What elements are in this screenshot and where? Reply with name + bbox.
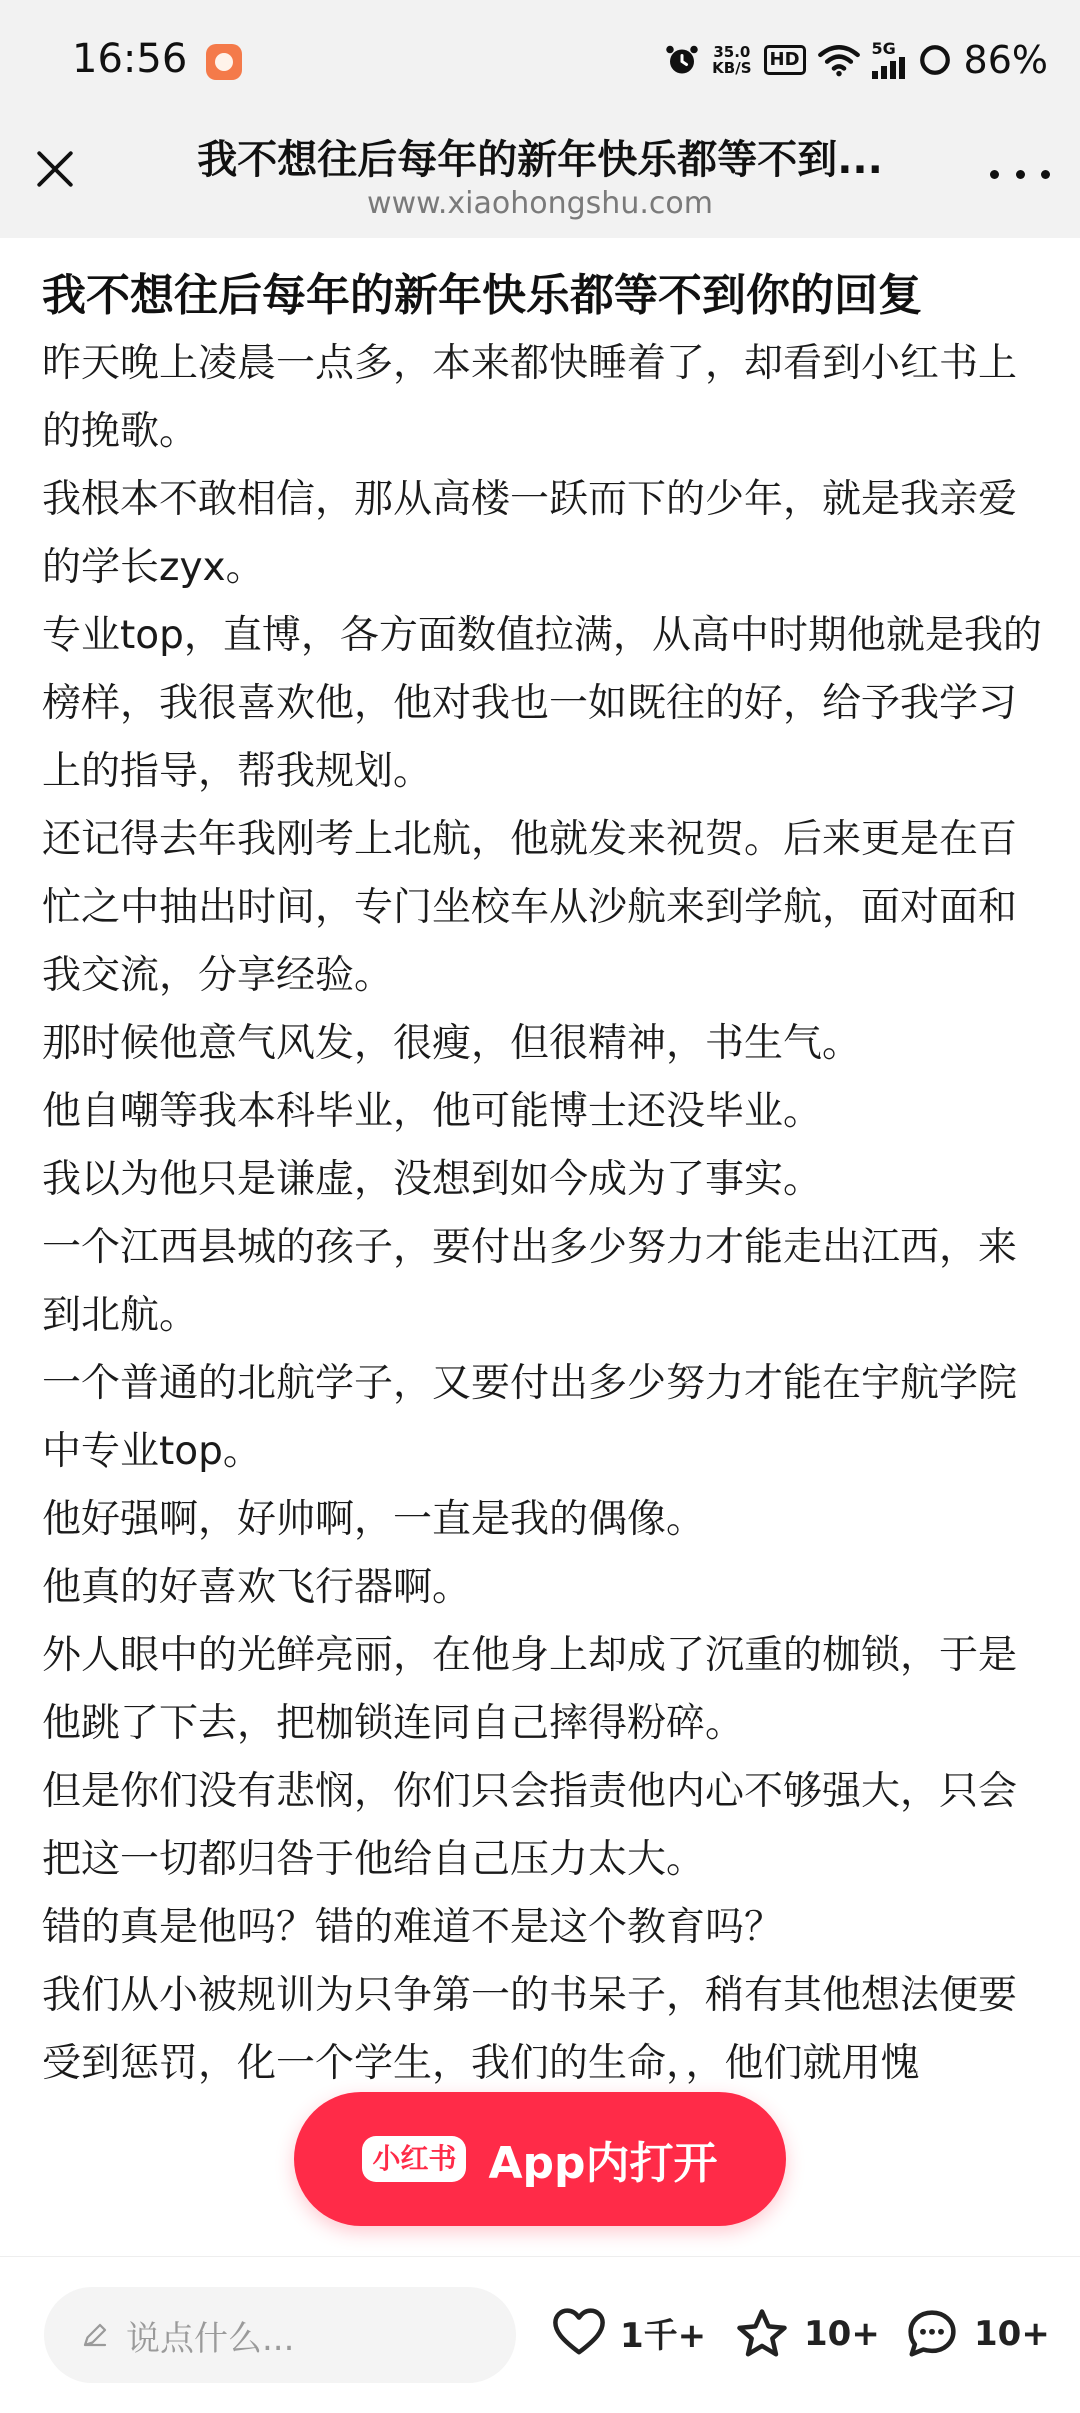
- status-time: 16:56: [72, 36, 188, 82]
- post-paragraph: 他真的好喜欢飞行器啊。: [42, 1565, 472, 1610]
- post-paragraph: 外人眼中的光鲜亮丽，在他身上却成了沉重的枷锁，于是他跳了下去，把枷锁连同自己摔得粉碎。: [42, 1633, 1018, 1746]
- favorite-button[interactable]: [734, 2307, 880, 2361]
- comment-input[interactable]: [44, 2287, 516, 2383]
- battery-level: 86%: [963, 38, 1048, 82]
- more-dot-icon: [990, 170, 999, 179]
- open-in-app-button[interactable]: [294, 2092, 786, 2226]
- more-dot-icon: [1041, 170, 1050, 179]
- post-paragraph: 还记得去年我刚考上北航，他就发来祝贺。后来更是在百忙之中抽出时间，专门坐校车从沙航来到学航，面对面和我交流，分享经验。: [42, 817, 1018, 998]
- page-title: 我不想往后每年的新年快乐都等不到...: [197, 137, 883, 183]
- post-paragraph: 错的真是他吗？错的难道不是这个教育吗？: [42, 1905, 784, 1950]
- network-speed: [712, 44, 751, 76]
- like-count: 1千+: [620, 2315, 707, 2356]
- status-bar: [0, 0, 1080, 120]
- post-body: [42, 330, 1042, 2098]
- more-dot-icon: [1016, 170, 1025, 179]
- more-options-button[interactable]: [990, 154, 1050, 194]
- page-url: www.xiaohongshu.com: [367, 186, 713, 221]
- post-paragraph: 我们从小被规训为只争第一的书呆子，稍有其他想法便要受到惩罚，化一个学生，我们的生命，，他们就用愧: [42, 1973, 1018, 2086]
- post-title: 我不想往后每年的新年快乐都等不到你的回复: [42, 270, 922, 321]
- post-paragraph: 昨天晚上凌晨一点多，本来都快睡着了，却看到小红书上的挽歌。: [42, 341, 1018, 454]
- network-speed-value: 35.0: [713, 43, 751, 61]
- status-indicators: [664, 38, 1048, 82]
- post-paragraph: 一个普通的北航学子，又要付出多少努力才能在宇航学院中专业top。: [42, 1361, 1018, 1474]
- post-paragraph: 专业top，直博，各方面数值拉满，从高中时期他就是我的榜样，我很喜欢他，他对我也一如既往的好，给予我学习上的指导，帮我规划。: [42, 613, 1042, 794]
- close-button[interactable]: [28, 142, 82, 196]
- hd-badge: HD: [764, 45, 806, 75]
- heart-icon: [552, 2307, 606, 2357]
- post-paragraph: 我以为他只是谦虚，没想到如今成为了事实。: [42, 1157, 823, 1202]
- post-paragraph: 他自嘲等我本科毕业，他可能博士还没毕业。: [42, 1089, 823, 1134]
- post-paragraph: 那时候他意气风发，很瘦，但很精神，书生气。: [42, 1021, 862, 1066]
- bottom-action-bar: [0, 2256, 1080, 2413]
- like-button[interactable]: [552, 2307, 706, 2357]
- alarm-icon: [664, 42, 700, 78]
- comment-button[interactable]: [904, 2307, 1050, 2361]
- open-in-app-label: App内打开: [488, 2138, 718, 2189]
- post-paragraph: 但是你们没有悲悯，你们只会指责他内心不够强大，只会把这一切都归咎于他给自己压力太大。: [42, 1769, 1018, 1882]
- cellular-signal-icon: [872, 41, 906, 79]
- post-paragraph: 一个江西县城的孩子，要付出多少努力才能走出江西，来到北航。: [42, 1225, 1018, 1338]
- wifi-icon: [818, 43, 860, 77]
- pencil-icon: [80, 2320, 110, 2350]
- browser-header: [0, 120, 1080, 238]
- comment-bubble-icon: [904, 2307, 960, 2361]
- xiaohongshu-logo: 小红书: [362, 2136, 466, 2182]
- comment-count: 10+: [974, 2314, 1050, 2354]
- app-notification-icon: [206, 44, 242, 80]
- star-icon: [734, 2307, 790, 2361]
- favorite-count: 10+: [804, 2314, 880, 2354]
- post-content: [42, 262, 1042, 2098]
- post-paragraph: 我根本不敢相信，那从高楼一跃而下的少年，就是我亲爱的学长zyx。: [42, 477, 1018, 590]
- post-paragraph: 他好强啊，好帅啊，一直是我的偶像。: [42, 1497, 706, 1542]
- comment-placeholder: 说点什么...: [126, 2318, 295, 2359]
- network-speed-unit: KB/S: [712, 59, 752, 77]
- close-icon: [34, 148, 76, 190]
- battery-icon: [918, 43, 952, 77]
- network-type: 5G: [871, 39, 896, 58]
